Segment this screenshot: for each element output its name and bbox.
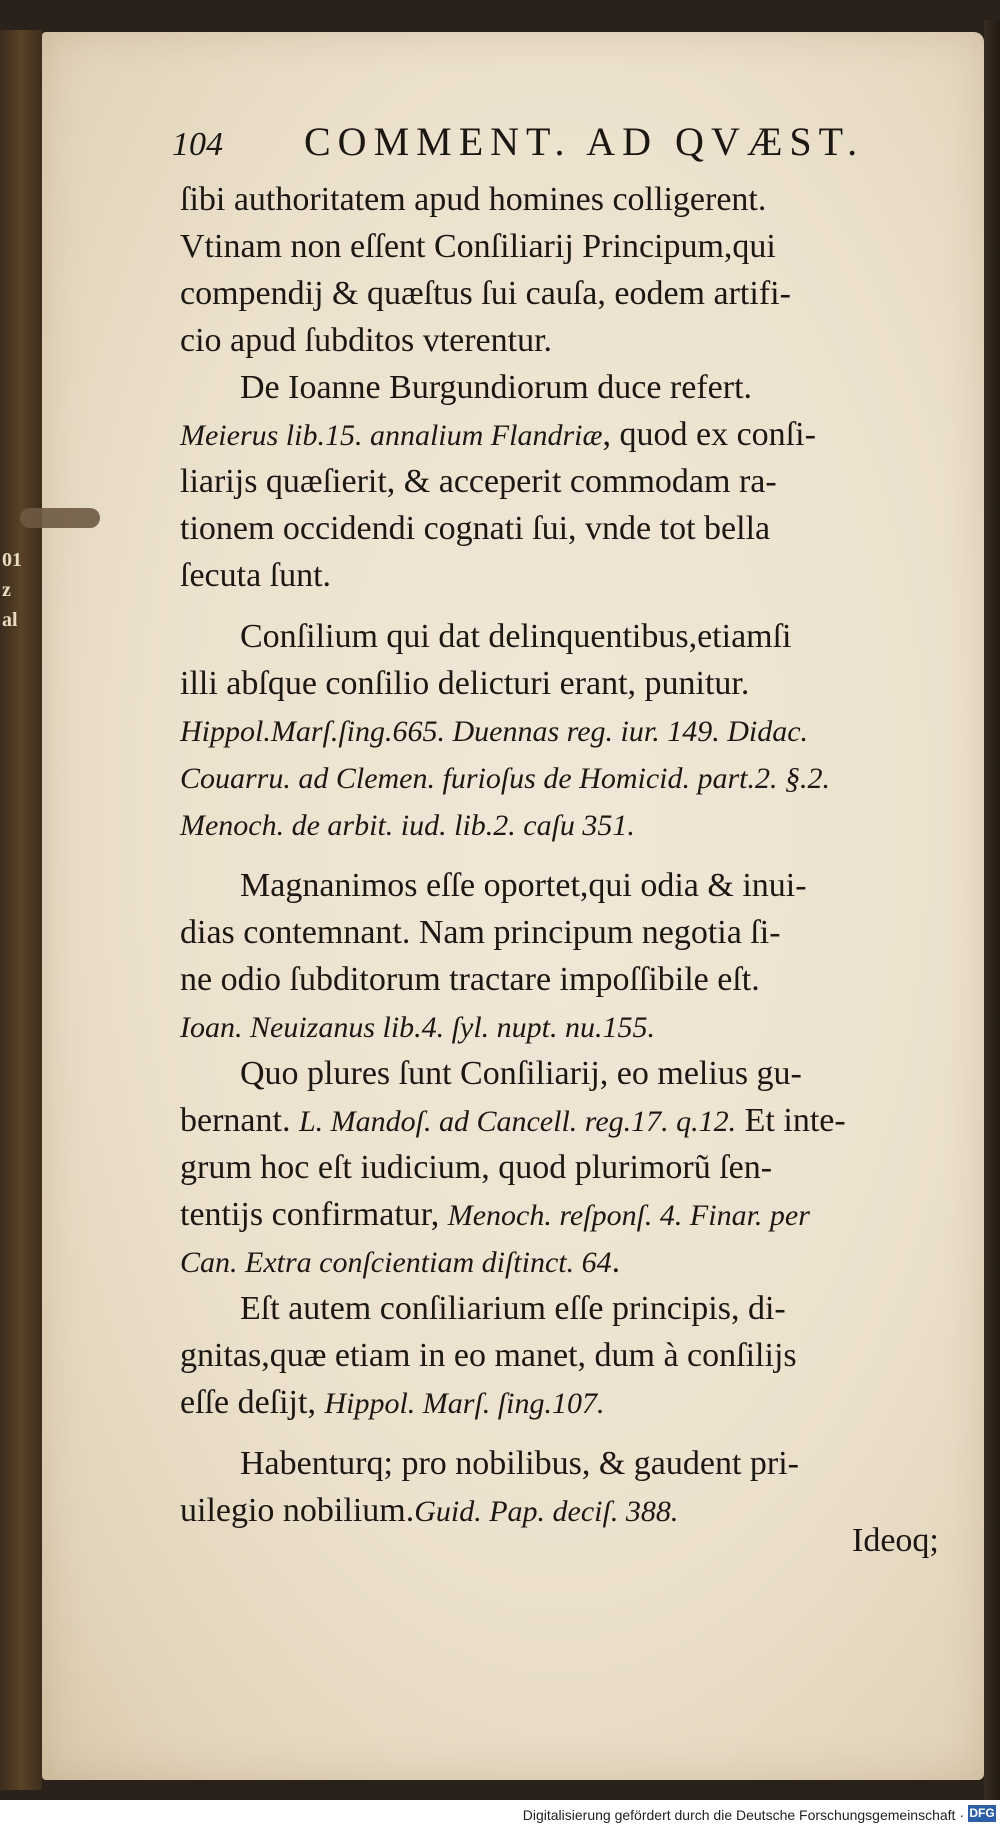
- text-line: eſſe deſijt, Hippol. Marſ. ſing.107.: [180, 1384, 605, 1421]
- citation: Hippol. Marſ. ſing.107.: [324, 1387, 605, 1420]
- funding-credit: Digitalisierung gefördert durch die Deutsche Forschungsgemeinschaft ·: [522, 1807, 964, 1823]
- text-line: grum hoc eſt iudicium, quod plurimorũ ſen-: [180, 1149, 773, 1186]
- page-number: 104: [172, 126, 223, 163]
- bookmark-ribbon: [20, 508, 100, 528]
- citation: Hippol.Marſ.ſing.665. Duennas reg. iur. 149. Didac.: [180, 715, 809, 748]
- text-line: liarijs quæſierit, & acceperit commodam ra-: [180, 463, 777, 500]
- text-line: uilegio nobilium.Guid. Pap. deciſ. 388.: [180, 1492, 679, 1529]
- text-line: Can. Extra conſcientiam diſtinct. 64.: [180, 1243, 621, 1280]
- text-line: tentijs confirmatur, Menoch. reſponſ. 4. Finar. per: [180, 1196, 810, 1233]
- book-binding: [0, 30, 42, 1790]
- page-edge: [984, 20, 1000, 1800]
- text-line: cio apud ſubditos vterentur.: [180, 322, 553, 359]
- text-line: compendij & quæſtus ſui cauſa, eodem artifi-: [180, 275, 791, 312]
- citation: Menoch. reſponſ. 4. Finar. per: [447, 1199, 810, 1232]
- citation: Guid. Pap. deciſ. 388.: [414, 1495, 679, 1528]
- running-head: COMMENT. AD QVÆST.: [304, 119, 865, 164]
- body-text: [180, 176, 960, 1534]
- text-line: [180, 1003, 960, 1050]
- text-line: Vtinam non eſſent Conſiliarij Principum,qui: [180, 228, 776, 265]
- text-line: gnitas,quæ etiam in eo manet, dum à conſilijs: [180, 1337, 797, 1374]
- page-header: [172, 118, 932, 174]
- text-line: Meierus lib.15. annalium Flandriæ, quod ex conſi-: [180, 416, 816, 453]
- text-line: ſecuta ſunt.: [180, 557, 332, 594]
- text-line: [180, 754, 960, 801]
- citation: Couarru. ad Clemen. furioſus de Homicid. part.2. §.2.: [180, 762, 830, 795]
- citation: Meierus lib.15. annalium Flandriæ: [180, 419, 603, 452]
- citation: Can. Extra conſcientiam diſtinct. 64: [180, 1246, 612, 1279]
- citation: Ioan. Neuizanus lib.4. ſyl. nupt. nu.155.: [180, 1011, 655, 1044]
- footer-bar: [0, 1800, 1000, 1828]
- text-line: De Ioanne Burgundiorum duce refert.: [240, 369, 753, 406]
- text-line: Quo plures ſunt Conſiliarij, eo melius gu-: [240, 1055, 802, 1092]
- citation: L. Mandoſ. ad Cancell. reg.17. q.12.: [298, 1105, 737, 1138]
- binding-label: 01 z al: [2, 549, 22, 631]
- text-line: tionem occidendi cognati ſui, vnde tot bella: [180, 510, 771, 547]
- citation: Menoch. de arbit. iud. lib.2. caſu 351.: [180, 809, 635, 842]
- text-line: dias contemnant. Nam principum negotia ſi-: [180, 914, 781, 951]
- catchword: Ideoq;: [852, 1522, 939, 1559]
- text-line: ne odio ſubditorum tractare impoſſibile eſt.: [180, 961, 760, 998]
- text-line: [180, 707, 960, 754]
- text-line: Habenturq; pro nobilibus, & gaudent pri-: [240, 1445, 800, 1482]
- text-line: Magnanimos eſſe oportet,qui odia & inui-: [240, 867, 807, 904]
- text-line: illi abſque conſilio delicturi erant, punitur.: [180, 665, 750, 702]
- text-line: bernant. L. Mandoſ. ad Cancell. reg.17. q.12. Et inte-: [180, 1102, 846, 1139]
- text-line: Eſt autem conſiliarium eſſe principis, di-: [240, 1290, 786, 1327]
- dfg-logo-icon: DFG: [969, 1806, 995, 1820]
- text-line: [180, 801, 960, 848]
- text-line: Conſilium qui dat delinquentibus,etiamſi: [240, 618, 792, 655]
- text-line: ſibi authoritatem apud homines colligerent.: [180, 181, 767, 218]
